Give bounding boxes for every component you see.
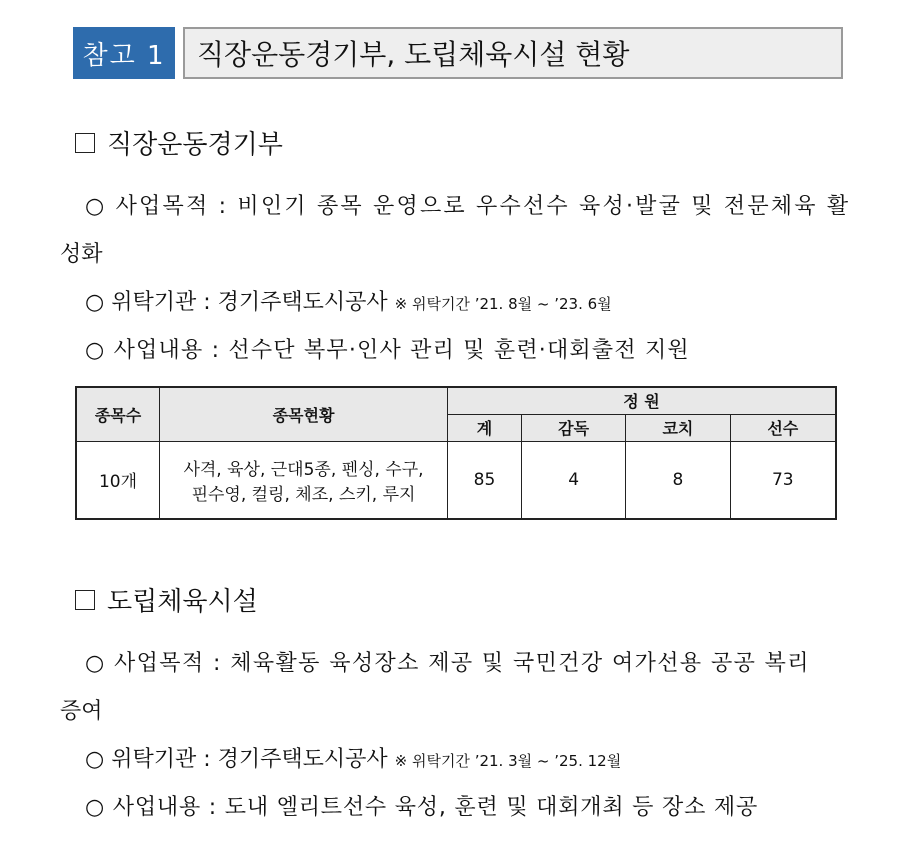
header-director: 감독 bbox=[521, 414, 625, 441]
square-bullet-icon bbox=[75, 133, 95, 153]
agency-text: ○ 위탁기관 : 경기주택도시공사 bbox=[85, 747, 388, 772]
content-line: ○ 사업내용 : 도내 엘리트선수 육성, 훈련 및 대회개최 등 장소 제공 bbox=[85, 795, 759, 820]
cell-status-line: 사격, 육상, 근대5종, 펜싱, 수구, bbox=[183, 459, 424, 480]
cell-status bbox=[160, 441, 448, 519]
agency-line bbox=[85, 742, 621, 773]
cell-total: 85 bbox=[448, 441, 522, 519]
cell-player: 73 bbox=[730, 441, 836, 519]
header-coach: 코치 bbox=[626, 414, 730, 441]
header bbox=[73, 27, 843, 79]
agency-note: ※ 위탁기간 ’21. 8월 ~ ’23. 6월 bbox=[394, 295, 612, 313]
section-heading-1 bbox=[75, 124, 283, 161]
cell-count: 10개 bbox=[76, 441, 160, 519]
purpose-line: ○ 사업목적 : 체육활동 육성장소 제공 및 국민건강 여가선용 공공 복리 bbox=[85, 651, 810, 676]
agency-line bbox=[85, 285, 612, 316]
cell-director: 4 bbox=[521, 441, 625, 519]
cell-status-line: 핀수영, 컬링, 체조, 스키, 루지 bbox=[191, 484, 416, 505]
agency-note: ※ 위탁기간 ’21. 3월 ~ ’25. 12월 bbox=[394, 752, 622, 770]
table-row bbox=[76, 441, 836, 519]
cell-coach: 8 bbox=[626, 441, 730, 519]
header-quota: 정 원 bbox=[448, 387, 837, 414]
header-total: 계 bbox=[448, 414, 522, 441]
header-count: 종목수 bbox=[76, 387, 160, 441]
header-player: 선수 bbox=[730, 414, 836, 441]
section-heading-2 bbox=[75, 581, 258, 618]
page-title: 직장운동경기부, 도립체육시설 현황 bbox=[183, 27, 843, 79]
purpose-line: ○ 사업목적 : 비인기 종목 운영으로 우수선수 육성·발굴 및 전문체육 활 bbox=[85, 194, 851, 219]
header-status: 종목현황 bbox=[160, 387, 448, 441]
section-heading-text: 도립체육시설 bbox=[107, 587, 258, 617]
purpose-line-wrap: 성화 bbox=[60, 242, 103, 267]
square-bullet-icon bbox=[75, 590, 95, 610]
section-heading-text: 직장운동경기부 bbox=[107, 130, 283, 160]
reference-label: 참고 1 bbox=[73, 27, 175, 79]
content-line: ○ 사업내용 : 선수단 복무·인사 관리 및 훈련·대회출전 지원 bbox=[85, 338, 690, 363]
team-table bbox=[75, 386, 837, 520]
agency-text: ○ 위탁기관 : 경기주택도시공사 bbox=[85, 290, 388, 315]
purpose-line-wrap: 증여 bbox=[60, 699, 103, 724]
